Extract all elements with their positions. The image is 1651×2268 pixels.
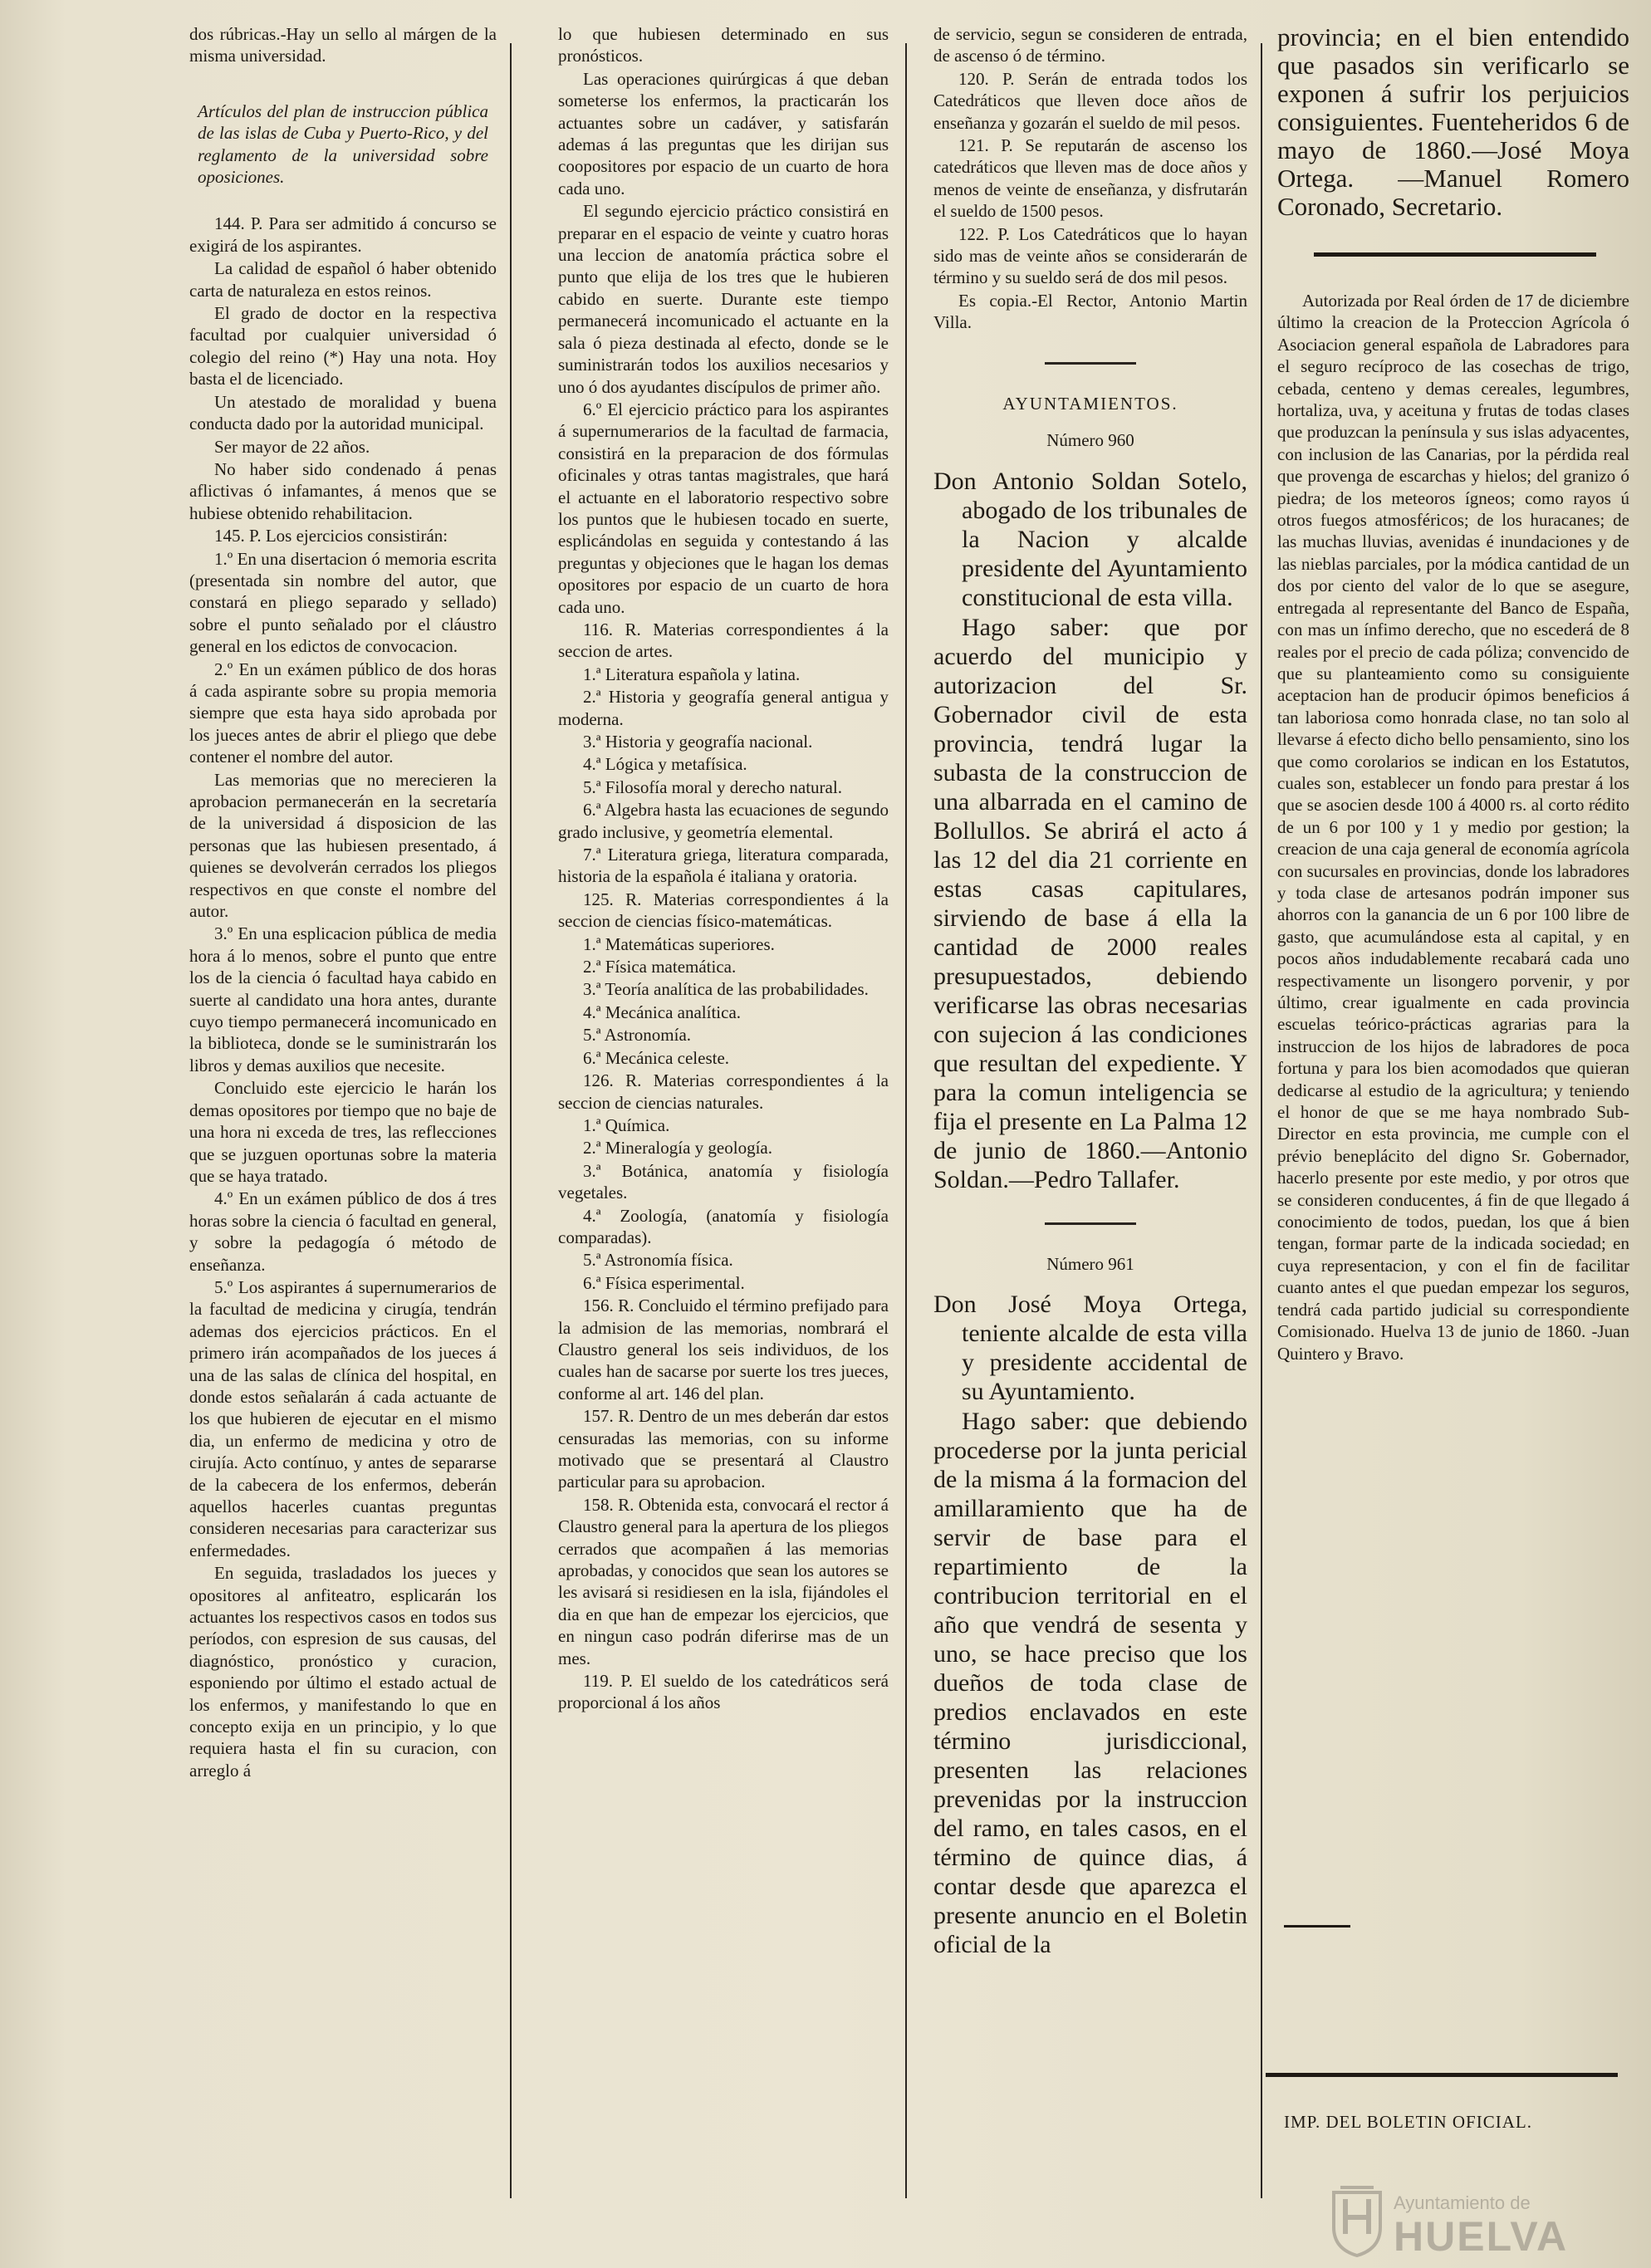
notice-960 [933,467,1247,1194]
column-rule [905,43,907,2198]
col1-paragraph: 2.º En un exámen público de dos horas á cada aspirante sobre su propia memoria siempre que esta haya sido aprobada por los jueces antes de abrir el pliego que debe contener el nombre del autor. [189,659,497,767]
col3-paragraph: 120. P. Serán de entrada todos los Catedráticos que lleven doce años de enseñanza y gozarán el sueldo de mil pesos. [933,68,1247,133]
notice-961-intro: Don José Moya Ortega, teniente alcalde de esta villa y presidente accidental de su Ayuntamiento. [933,1290,1247,1405]
col2-paragraph: 119. P. El sueldo de los catedráticos será proporcional á los años [558,1671,889,1713]
col2-paragraph: 2.ª Historia y geografía general antigua y moderna. [558,687,889,729]
col3-paragraph: 122. P. Los Catedráticos que lo hayan sido mas de veinte años se considerarán de término y su sueldo será de dos mil pesos. [933,223,1247,288]
notice-961-body: Hago saber: que debiendo procederse por la junta pericial de la misma á la formacion del amillaramiento que ha de servir de base para el repartimiento de la contribucion territorial en el año que vendrá de sesenta y uno, se hace preciso que los dueños de toda clase de predios enclavados en este término jurisdiccional, presenten las relaciones prevenidas por la instruccion del ramo, en tales casos, en el término de quince dias, á contar desde que aparezca el presente anuncio en el Boletin oficial de la [933,1407,1247,1958]
col1-paragraph: Las memorias que no merecieren la aprobacion permanecerán en la secretaría de la universidad á disposicion de las personas que las hubiesen presentado, á quienes se devolverán cerrados los pliegos respectivos en que conste el nombre del autor. [189,769,497,922]
column-3 [933,23,1247,1960]
col2-paragraph: Las operaciones quirúrgicas á que deban someterse los enfermos, la practicarán los actuantes sobre un cadáver, y satisfarán ademas á las preguntas que les dirijan sus coopositores por espacio de un cuarto de hora cada uno. [558,68,889,198]
section-divider [1045,362,1136,365]
col2-paragraph: 7.ª Literatura griega, literatura comparada, historia de la española é italiana y oratoria. [558,845,889,887]
section-divider [1045,1222,1136,1225]
col2-paragraph: lo que hubiesen determinado en sus pronósticos. [558,24,889,66]
col2-paragraph: 4.ª Mecánica analítica. [583,1002,742,1022]
col2-paragraph: 126. R. Materias correspondientes á la seccion de ciencias naturales. [558,1070,889,1113]
col2-paragraph: 5.ª Astronomía física. [583,1250,733,1271]
imprint: IMP. DEL BOLETIN OFICIAL. [1284,2112,1532,2132]
col1-paragraph: dos rúbricas.-Hay un sello al márgen de la misma universidad. [189,24,497,66]
notice-number-961: Número 961 [1046,1253,1134,1274]
col2-paragraph: 2.ª Física matemática. [583,957,737,977]
col2-paragraph: 1.ª Literatura española y latina. [583,664,801,684]
ayuntamiento-huelva-watermark [1329,2184,1636,2259]
col2-paragraph: El segundo ejercicio práctico consistirá en preparar en el espacio de veinte y cuatro horas una leccion de anatomía práctica sobre el punto que elija de los tres que le hubieren cabido en suerte. Durante este tiempo permanecerá incomunicado el actuante en la sala ó pieza destinada al efecto, donde se le suministrarán todos los auxilios necesarios y uno ó dos ayudantes discípulos de primer año. [558,201,889,397]
col1-paragraph: La calidad de español ó haber obtenido carta de naturaleza en estos reinos. [189,258,497,301]
col2-paragraph: 6.ª Algebra hasta las ecuaciones de segundo grado inclusive, y geometría elemental. [558,800,889,842]
col2-paragraph: 156. R. Concluido el término prefijado para la admision de las memorias, nombrará el Claustro general los seis individuos, de los cuales han de sacarse por suerte los tres jueces, conforme al art. 146 del plan. [558,1296,889,1403]
column-rule [1261,43,1262,2198]
col1-paragraph: Artículos del plan de instruccion pública de las islas de Cuba y Puerto-Rico, y del reglamento de la universidad sobre oposiciones. [198,100,488,188]
col1-paragraph: Concluido este ejercicio le harán los demas opositores por tiempo que no baje de una hora ni exceda de tres, las reflecciones que se juzguen oportunas sobre la materia que se haya tratado. [189,1078,497,1186]
asociacion-notice: Autorizada por Real órden de 17 de diciembre último la creacion de la Proteccion Agrícola ó Asociacion general española de Labradores para el seguro recíproco de las cosechas de trigo, cebada, centeno y demas cereales, legumbres, hortaliza, uva, y aceituna y frutas de todas clases que produzcan la península y sus islas adyacentes, con inclusion de las Canarias, por la pérdida real que provenga de escarchas y hielos; del granizo ó piedra; de los meteoros ígneos; como rayos ú otros fuegos atmosféricos; de los huracanes; de las muchas lluvias, avenidas é inundaciones y de las nieblas parciales, por la módica cantidad de un dos por ciento del valor de lo que se asegure, entregada al representante del Banco de España, con mas un ínfimo derecho, que no escederá de 8 reales por el precio de cada póliza; convencido de que su planteamiento como su consiguiente aceptacion han de producir ópimos beneficios á tan laboriosa como honrada clase, no tan solo al llevarse á efecto dicho bello pensamiento, sino los que como corolarios se indican en los Estatutos, cuales son, establecer un fondo para prestar á los que se asocien desde 100 á 4000 rs. al corto rédito de un 6 por 100 y 1 y medio por gestion; la creacion de una caja general de economía agrícola con sucursales en provincias, donde los labradores y toda clase de artesanos podrán imponer sus ahorros con la ganancia de un 6 por 100 libre de gasto, que acumulándose esta al capital, y en pocos años indudablemente recabará cada uno respectivamente un lisongero porvenir, y por último, crear igualmente en cada provincia escuelas teórico-prácticas agrarias para la instruccion de los hijos de labradores de poca fortuna y para los bien acomodados que quieran dedicarse al estudio de la agricultura; y teniendo el honor de que se me haya nombrado Sub-Director en esta provincia, me cumple con el prévio beneplácito del digno Sr. Gobernador, hacerlo presente por este medio, y por otros que se consideren conducentes, á fin de que llegado á conocimiento de todos, puedan, los que á bien tengan, formar parte de la indicada sociedad; en cuya representacion, y con el fin de facilitar cuanto antes el que puedan empezar los seguros, tendrá cada partido judicial su correspondiente Comisionado. Huelva 13 de junio de 1860. -Juan Quintero y Bravo. [1277,291,1629,1364]
col2-paragraph: 3.ª Historia y geografía nacional. [583,732,813,752]
column-rule [510,43,512,2198]
imprint-rule [1266,2073,1618,2077]
section-divider [1284,1925,1350,1928]
col3-paragraph: de servicio, segun se consideren de entrada, de ascenso ó de término. [933,24,1247,66]
col1-paragraph: 4.º En un exámen público de dos á tres horas sobre la ciencia ó facultad en general, y sobre la pedagogía ó método de enseñanza. [189,1188,497,1275]
col1-paragraph: No haber sido condenado á penas aflictivas ó infamantes, á menos que se hubiese obtenido rehabilitacion. [189,458,497,523]
column-1 [189,23,497,1782]
col2-paragraph: 5.ª Filosofía moral y derecho natural. [583,776,842,797]
col2-paragraph: 1.ª Matemáticas superiores. [583,933,775,954]
col2-paragraph: 116. R. Materias correspondientes á la seccion de artes. [558,619,889,662]
col1-paragraph: 5.º Los aspirantes á supernumerarios de la facultad de medicina y cirugía, tendrán ademas dos ejercicios prácticos. En el primero irán acompañados de los jueces á una de las salas de clínica del hospital, en donde estos señalarán á cada actuante de los que hubieren de ejecutar en el mismo dia, un enfermo de medicina y otro de cirujía. Acto contínuo, y antes de separarse de la cabecera de los enfermos, deberán aquellos hacerles cuantas preguntas consideren necesarias para caracterizar sus enfermedades. [189,1276,497,1560]
col2-paragraph: 2.ª Mineralogía y geología. [583,1138,772,1158]
notice-continuation-text: provincia; en el bien entendido que pasados sin verificarlo se exponen á sufrir los perjuicios consiguientes. Fuenteheridos 6 de mayo de 1860.—José Moya Ortega. —Manuel Romero Coronado, Secretario. [1277,23,1629,221]
notice-continuation [1277,23,1629,221]
col1-paragraph: 144. P. Para ser admitido á concurso se exigirá de los aspirantes. [189,213,497,256]
col2-paragraph: 1.ª Química. [583,1114,670,1135]
col3-paragraph: Es copia.-El Rector, Antonio Martin Villa. [933,290,1247,333]
col1-paragraph: El grado de doctor en la respectiva facultad por cualquier universidad ó colegio del reino (*) Hay una nota. Hoy basta el de licenciado. [189,303,497,389]
col1-paragraph: 3.º En una esplicacion pública de media hora á lo menos, sobre el punto que entre los de la ciencia ó facultad haya cabido en suerte al candidato una hora antes, durante cuyo tiempo permanecerá incomunicado en la biblioteca, donde se le suministrarán los libros y demas auxilios que necesite. [189,923,497,1075]
notice-960-intro: Don Antonio Soldan Sotelo, abogado de los tribunales de la Nacion y alcalde presidente del Ayuntamiento constitucional de esta villa. [933,467,1247,611]
column-4 [1277,23,1629,1365]
coat-of-arms-icon [1329,2184,1385,2257]
col2-paragraph: 6.ª Física esperimental. [583,1272,745,1293]
col2-paragraph: 6.ª Mecánica celeste. [583,1047,730,1068]
col1-paragraph: Un atestado de moralidad y buena conducta dado por la autoridad municipal. [189,391,497,434]
col2-paragraph: 3.ª Botánica, anatomía y fisiología vegetales. [558,1160,889,1203]
col1-paragraph: 1.º En una disertacion ó memoria escrita (presentada sin nombre del autor, que constará en pliego separado y sellado) sobre el punto señalado por el cláustro general en los edictos de convocacion. [189,548,497,657]
column-2 [558,23,889,1715]
notice-961 [933,1290,1247,1959]
section-divider [1314,252,1596,257]
col2-paragraph: 6.º El ejercicio práctico para los aspirantes á supernumerarios de la facultad de farmacia, consistirá en la preparacion de dos fórmulas oficinales y otras tantas magistrales, que hará el actuante en el laboratorio respectivo sobre los puntos que le hubiesen tocado en suerte, esplicándolas en seguida y contestando á las preguntas y objeciones que le hagan los demas opositores por espacio de un cuarto de hora cada uno. [558,399,889,617]
col1-paragraph: En seguida, trasladados los jueces y opositores al anfiteatro, esplicarán los actuantes los respectivos casos en todos sus períodos, con espresion de sus causas, del diagnóstico, pronóstico y curacion, esponiendo por último el estado actual de los enfermos, y manifestando lo que en concepto exija en un principio, y lo que requiera hasta el fin su curacion, con arreglo á [189,1563,497,1781]
col2-paragraph: 157. R. Dentro de un mes deberán dar estos censuradas las memorias, con su informe motivado que se presentará al Claustro particular para su aprobacion. [558,1406,889,1492]
col1-paragraph: 145. P. Los ejercicios consistirán: [214,526,448,546]
section-heading: AYUNTAMIENTOS. [1002,393,1178,414]
notice-960-body: Hago saber: que por acuerdo del municipio y autorizacion del Sr. Gobernador civil de esta provincia, tendrá lugar la subasta de la construccion de una albarrada en el camino de Bollullos. Se abrirá el acto á las 12 del dia 21 corriente en estas casas capitulares, sirviendo de base á ella la cantidad de 2000 reales presupuestados, debiendo verificarse las obras necesarias con sujecion á las condiciones que resultan del expediente. Y para la comun inteligencia se fija el presente en La Palma 12 de junio de 1860.—Antonio Soldan.—Pedro Tallafer. [933,613,1247,1193]
col1-paragraph: Ser mayor de 22 años. [214,436,370,457]
col2-paragraph: 4.ª Lógica y metafísica. [583,754,747,775]
col2-paragraph: 125. R. Materias correspondientes á la seccion de ciencias físico-matemáticas. [558,889,889,932]
col2-paragraph: 158. R. Obtenida esta, convocará el rector á Claustro general para la apertura de los pliegos cerrados que acompañen á las memorias aprobadas, y conocidos que sean los autores se les avisará si residiesen en la isla, fijándoles el dia en que han de empezar los ejercicios, que en ningun caso podrán diferirse mas de un mes. [558,1494,889,1668]
watermark-line2: HUELVA [1394,2213,1569,2260]
col2-paragraph: 3.ª Teoría analítica de las probabilidades. [583,979,869,1000]
col2-paragraph: 5.ª Astronomía. [583,1025,692,1046]
watermark-line1: Ayuntamiento de [1394,2192,1531,2213]
col2-paragraph: 4.ª Zoología, (anatomía y fisiología comparadas). [558,1205,889,1247]
col3-paragraph: 121. P. Se reputarán de ascenso los catedráticos que lleven mas de doce años y menos de veinte de enseñanza, y disfrutarán el sueldo de 1500 pesos. [933,135,1247,222]
notice-number-960: Número 960 [1046,430,1134,451]
